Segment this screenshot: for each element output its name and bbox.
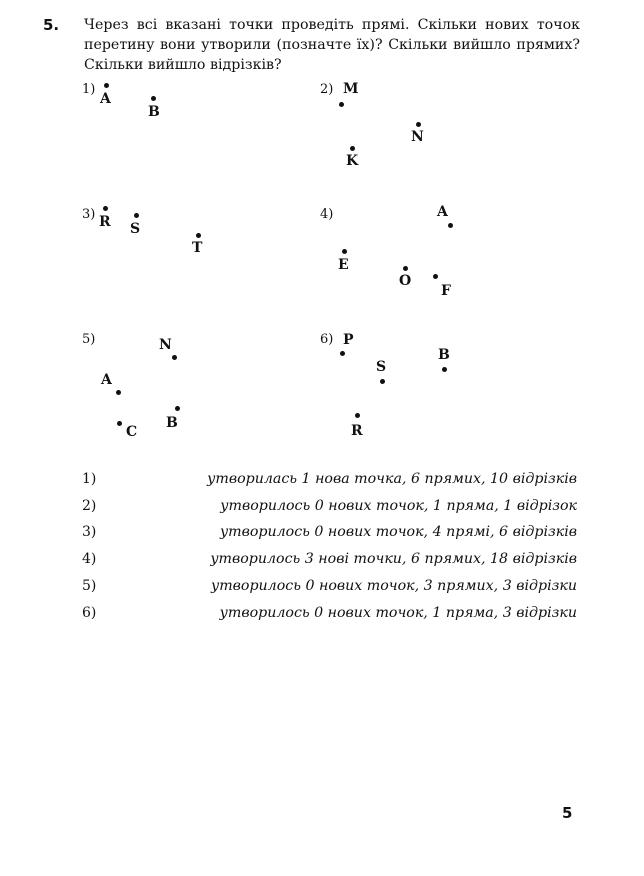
- point-dot: [175, 406, 180, 411]
- point-label: A: [100, 91, 111, 107]
- point-label: B: [438, 347, 450, 363]
- answer-5-number: 5): [82, 578, 97, 594]
- answer-5-text: утворилось 0 нових точок, 3 прямих, 3 відрізки: [210, 578, 577, 594]
- point-dot: [172, 355, 177, 360]
- diagram-4-number: 4): [320, 207, 334, 222]
- answer-1-text: утворилась 1 нова точка, 6 прямих, 10 відрізків: [207, 471, 577, 487]
- point-label: P: [343, 332, 354, 348]
- point-dot: [196, 233, 201, 238]
- answer-4-number: 4): [82, 551, 97, 567]
- answer-1-number: 1): [82, 471, 97, 487]
- point-label: C: [126, 424, 138, 440]
- diagram-1-number: 1): [82, 82, 96, 97]
- point-label: N: [411, 129, 424, 145]
- point-label: T: [192, 240, 203, 256]
- point-label: B: [148, 104, 160, 120]
- point-dot: [350, 146, 355, 151]
- point-dot: [151, 96, 156, 101]
- diagram-6-number: 6): [320, 332, 334, 347]
- answer-2-text: утворилось 0 нових точок, 1 пряма, 1 відрізок: [220, 498, 577, 514]
- point-label: R: [99, 214, 111, 230]
- point-dot: [416, 122, 421, 127]
- point-label: B: [166, 415, 178, 431]
- answer-3-text: утворилось 0 нових точок, 4 прямі, 6 відрізків: [219, 524, 577, 540]
- point-dot: [448, 223, 453, 228]
- diagram-2-number: 2): [320, 82, 334, 97]
- answer-3-number: 3): [82, 524, 97, 540]
- point-label: A: [101, 372, 112, 388]
- point-label: F: [441, 283, 451, 299]
- point-dot: [380, 379, 385, 384]
- answer-6-text: утворилось 0 нових точок, 1 пряма, 3 відрізки: [219, 605, 577, 621]
- point-dot: [342, 249, 347, 254]
- point-dot: [339, 102, 344, 107]
- answer-2-number: 2): [82, 498, 97, 514]
- point-dot: [433, 274, 438, 279]
- point-label: O: [399, 273, 412, 289]
- point-label: M: [343, 81, 359, 97]
- point-label: A: [437, 204, 448, 220]
- page-number: 5: [562, 804, 573, 822]
- point-label: K: [346, 153, 359, 169]
- point-label: S: [376, 359, 387, 375]
- point-dot: [104, 83, 109, 88]
- diagram-5-number: 5): [82, 332, 96, 347]
- point-dot: [134, 213, 139, 218]
- point-dot: [355, 413, 360, 418]
- task-text: Через всі вказані точки проведіть прямі. Скільки нових точок перетину вони утворили (позначте їх)? Скільки вийшло прямих? Скільки вийшло відрізків?: [84, 17, 580, 73]
- point-dot: [403, 266, 408, 271]
- point-label: S: [130, 221, 141, 237]
- answer-4-text: утворилось 3 нові точки, 6 прямих, 18 відрізків: [210, 551, 577, 567]
- point-dot: [340, 351, 345, 356]
- point-dot: [117, 421, 122, 426]
- diagram-3-number: 3): [82, 207, 96, 222]
- point-label: N: [159, 337, 172, 353]
- answer-6-number: 6): [82, 605, 97, 621]
- point-dot: [116, 390, 121, 395]
- point-label: E: [338, 257, 349, 273]
- task-number: 5.: [43, 16, 60, 34]
- point-dot: [442, 367, 447, 372]
- point-label: R: [351, 423, 363, 439]
- point-dot: [103, 206, 108, 211]
